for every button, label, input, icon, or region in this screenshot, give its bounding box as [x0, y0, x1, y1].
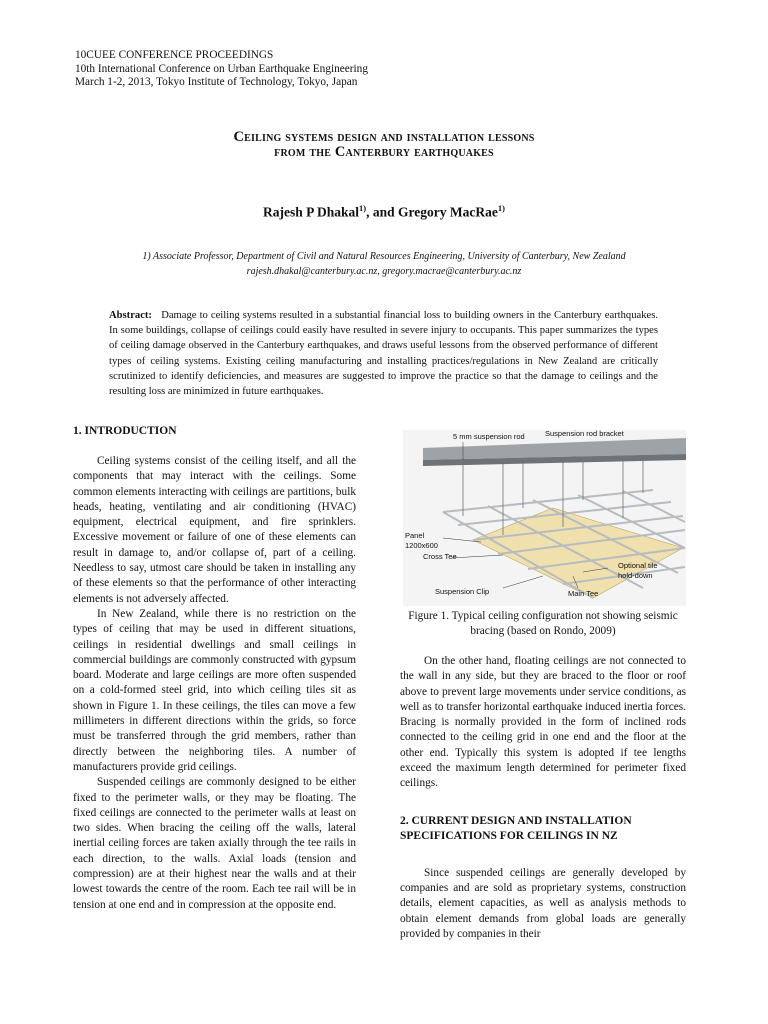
label-suspension-clip: Suspension Clip: [435, 587, 490, 596]
label-optional-2: hold-down: [618, 571, 653, 580]
author-1-affil: 1): [359, 203, 367, 213]
figure-1-ceiling-diagram: [403, 430, 686, 606]
paper-title: [0, 130, 768, 160]
label-suspension-rod: 5 mm suspension rod: [453, 432, 525, 441]
label-panel-size: 1200x600: [405, 541, 438, 550]
author-emails: rajesh.dhakal@canterbury.ac.nz, gregory.macrae@canterbury.ac.nz: [246, 266, 522, 277]
title-line-2: from the Canterbury earthquakes: [274, 144, 494, 160]
intro-paragraph-3: Suspended ceilings are commonly designed to be either fixed to the perimeter walls, or they may be floating. The fixed ceilings are connected to the perimeter walls at least on two sides. When bracing the ceiling off the walls, lateral inertial ceiling forces are taken axially through the tee rails in each direction, to the walls. Axial loads (tension and compression) are at their highest near the walls and at their lowest towards the centre of the room. Each tee rail will be in tension at one end and in compression at the opposite end.: [73, 776, 356, 911]
affiliation: [0, 249, 768, 279]
abstract-label: Abstract:: [109, 310, 152, 321]
title-line-1: Ceiling systems design and installation lessons: [233, 129, 535, 145]
ceiling-diagram-svg: [403, 430, 686, 606]
right-column: [400, 654, 686, 942]
section-2-heading: 2. CURRENT DESIGN AND INSTALLATION SPECIFICATIONS FOR CEILINGS IN NZ: [400, 814, 632, 842]
author-1: Rajesh P Dhakal: [263, 204, 360, 220]
label-rod-bracket: Suspension rod bracket: [545, 430, 624, 438]
figure-1-caption: Figure 1. Typical ceiling configuration not showing seismic bracing (based on Rondo, 2009): [408, 610, 678, 638]
label-optional-1: Optional tile: [618, 561, 658, 570]
section-2-paragraph-1: Since suspended ceilings are generally developed by companies and are sold as proprietary systems, construction details, element capacities, as well as analysis methods to obtain element demands from global loads are generally provided by companies in their: [400, 866, 686, 940]
intro-paragraph-1: Ceiling systems consist of the ceiling itself, and all the components that may interact with the ceilings. Some common elements interacting with ceilings are partitions, bulk heads, heating, ventilating and air conditioning (HVAC) equipment, electrical equipment, and fire sprinklers. Excessive movement or failure of one of these elements can result in damage to, and/or collapse of, part of a ceiling. Needless to say, utmost care should be taken in installing any of these elements so that the performance of other interacting elements is not adversely affected.: [73, 455, 356, 605]
header-line-3: March 1-2, 2013, Tokyo Institute of Technology, Tokyo, Japan: [75, 76, 358, 88]
abstract: [109, 308, 658, 399]
label-panel: Panel: [405, 531, 425, 540]
label-cross-tee: Cross Tee: [423, 552, 457, 561]
intro-paragraph-2: In New Zealand, while there is no restriction on the types of ceiling that may be used in different situations, ceilings in residential dwellings and small ceilings in commercial buildings are commonly constructed with gypsum board. Moderate and large ceilings are more often suspended on a cold-formed steel grid, into which ceiling tiles sit as shown in Figure 1. In these ceilings, the tiles can move a few millimeters in different directions within the grids, so force must be transferred through the grid members, rather than directly between the neighboring tiles. A number of manufacturers provide grid ceilings.: [73, 607, 356, 773]
conference-header: [75, 49, 368, 90]
author-2: Gregory MacRae: [398, 204, 498, 220]
section-1-heading: 1. INTRODUCTION: [73, 425, 177, 437]
label-main-tee: Main Tee: [568, 589, 599, 598]
left-column: [73, 424, 356, 913]
affiliation-line: 1) Associate Professor, Department of Civil and Natural Resources Engineering, University of Canterbury, New Zealand: [142, 251, 626, 262]
floating-ceilings-paragraph: On the other hand, floating ceilings are not connected to the wall in any side, but they are braced to the floor or roof above to prevent large movements under service conditions, as well as to transfer horizontal earthquake induced inertia forces. Bracing is normally provided in the form of inclined rods connected to the ceiling grid in one end and the floor at the other end. Typically this system is adopted if tee lengths exceed the maximum length determined for perimeter fixed ceilings.: [400, 655, 686, 790]
authors: [0, 203, 768, 221]
header-line-1: 10CUEE CONFERENCE PROCEEDINGS: [75, 49, 274, 61]
author-separator: , and: [366, 204, 399, 220]
author-2-affil: 1): [497, 203, 505, 213]
header-line-2: 10th International Conference on Urban Earthquake Engineering: [75, 62, 368, 75]
abstract-text: Damage to ceiling systems resulted in a substantial financial loss to building owners in the Canterbury earthquakes. In some buildings, collapse of ceilings could easily have resulted in severe injury to occupants. This paper summarizes the types of ceiling damage observed in the Canterbury earthquakes, and draws useful lessons from the observed performance of different types of ceiling systems. Existing ceiling manufacturing and installing practices/regulations in New Zealand are critically scrutinized to identify deficiencies, and measures are suggested to improve the practice so that the damage to ceilings and the resulting loss are minimized in future earthquakes.: [109, 310, 658, 398]
